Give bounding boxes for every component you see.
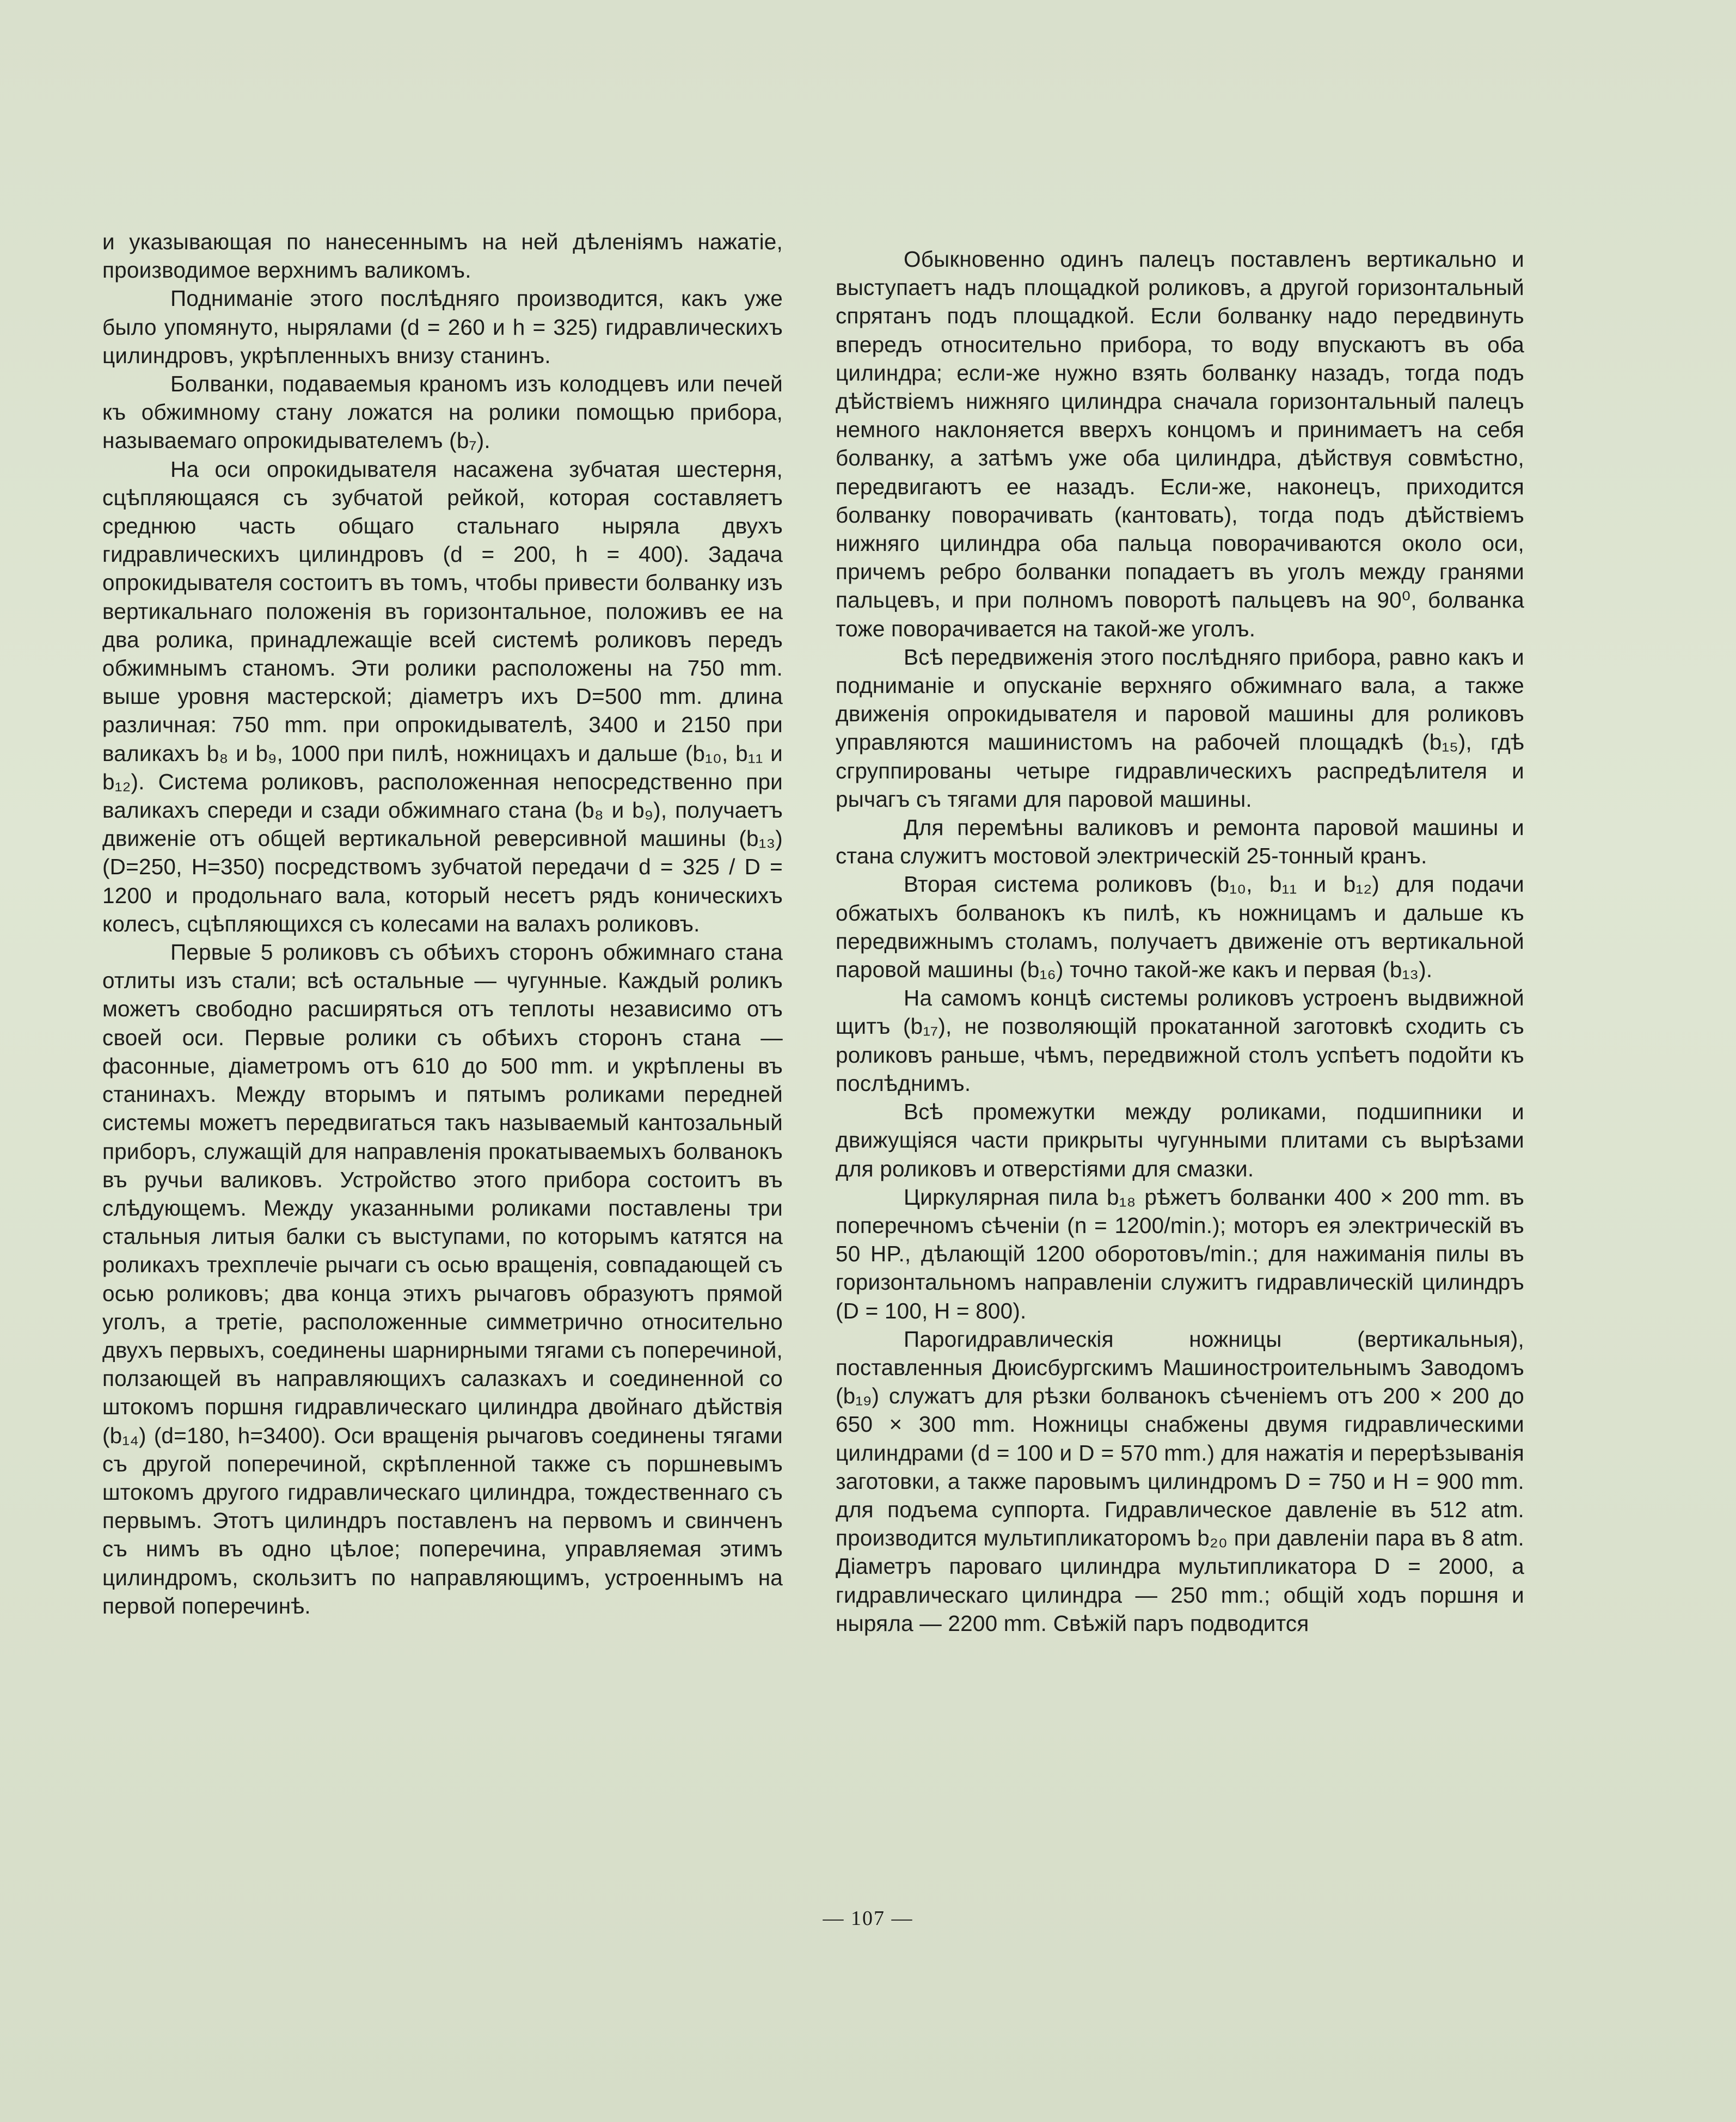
page-number: — 107 — (823, 1907, 913, 1930)
paragraph: Всѣ промежутки между роликами, подшипники и движущіяся части прикрыты чугунными плитами съ вырѣзами для роликовъ и отверстіями для смазки. (836, 1099, 1524, 1181)
paragraph: На оси опрокидывателя насажена зубчатая шестерня, сцѣпляющаяся съ зубчатой рейкой, которая составляетъ среднюю часть общаго стальнаго ныряла двухъ гидравлическихъ цилиндровъ (d = 200, h = 400). Задача опрокидывателя состоитъ въ томъ, чтобы привести болванку изъ вертикальнаго положенія въ горизонтальное, положивъ ее на два ролика, принадлежащіе всей системѣ роликовъ передъ обжимнымъ станомъ. Эти ролики расположены на 750 mm. выше уровня мастерской; діаметръ ихъ D=500 mm. длина различная: 750 mm. при опрокидывателѣ, 3400 и 2150 при валикахъ b₈ и b₉, 1000 при пилѣ, ножницахъ и дальше (b₁₀, b₁₁ и b₁₂). Система роликовъ, расположенная непосредственно при валикахъ спереди и сзади обжимнаго стана (b₈ и b₉), получаетъ движеніе отъ общей вертикальной реверсивной машины (b₁₃) (D=250, H=350) посредствомъ зубчатой передачи d = 325 / D = 1200 и продольнаго вала, который несетъ рядъ коническихъ колесъ, сцѣпляющихся съ колесами на валахъ роликовъ. (102, 456, 783, 936)
paragraph: и указывающая по нанесеннымъ на ней дѣленіямъ нажатіе, производимое верхнимъ валикомъ. (102, 229, 783, 283)
paragraph: Обыкновенно одинъ палецъ поставленъ вертикально и выступаетъ надъ площадкой роликовъ, а другой горизонтальный спрятанъ подъ площадкой. Если болванку надо передвинуть впередъ относительно прибора, то воду впускаютъ въ оба цилиндра; если-же нужно взять болванку назадъ, тогда подъ дѣйствіемъ нижняго цилиндра сначала горизонтальный палецъ немного наклоняется вверхъ концомъ и принимаетъ на себя болванку, а затѣмъ уже оба цилиндра, дѣйствуя совмѣстно, передвигаютъ ее назадъ. Если-же, наконецъ, приходится болванку поворачивать (кантовать), тогда подъ дѣйствіемъ нижняго цилиндра оба пальца поворачиваются около оси, причемъ ребро болванки попадаетъ въ уголъ между гранями пальцевъ, и при полномъ поворотѣ пальцевъ на 90⁰, болванка тоже поворачивается на такой-же уголъ. (836, 247, 1524, 641)
paragraph: Для перемѣны валиковъ и ремонта паровой машины и стана служитъ мостовой электрическій 25-тонный кранъ. (836, 815, 1524, 869)
paragraph: Болванки, подаваемыя краномъ изъ колодцевъ или печей къ обжимному стану ложатся на ролики помощью прибора, называемаго опрокидывателемъ (b₇). (102, 371, 783, 453)
paragraph: Циркулярная пила b₁₈ рѣжетъ болванки 400 × 200 mm. въ поперечномъ сѣченіи (n = 1200/min.); моторъ ея электрическій въ 50 HP., дѣлающій 1200 оборотовъ/min.; для нажиманія пилы въ горизонтальномъ направленіи служитъ гидравлическій цилиндръ (D = 100, H = 800). (836, 1184, 1524, 1323)
right-column (836, 245, 1524, 1638)
paragraph: Первые 5 роликовъ съ обѣихъ сторонъ обжимнаго стана отлиты изъ стали; всѣ остальные — чугунные. Каждый роликъ можетъ свободно расширяться отъ теплоты независимо отъ своей оси. Первые ролики съ обѣихъ сторонъ стана — фасонные, діаметромъ отъ 610 до 500 mm. и укрѣплены въ станинахъ. Между вторымъ и пятымъ роликами передней системы можетъ передвигаться такъ называемый кантозальный приборъ, служащій для направленія прокатываемыхъ болванокъ въ ручьи валиковъ. Устройство этого прибора состоитъ въ слѣдующемъ. Между указанными роликами поставлены три стальныя литыя балки съ выступами, по которымъ катятся на роликахъ трехплечіе рычаги съ осью вращенія, совпадающей съ осью роликовъ; два конца этихъ рычаговъ образуютъ прямой уголъ, а третіе, расположенные симметрично относительно двухъ первыхъ, соединены шарнирными тягами съ поперечиной, ползающей въ направляющихъ салазкахъ и соединенной со штокомъ поршня гидравлическаго цилиндра двойнаго дѣйствія (b₁₄) (d=180, h=3400). Оси вращенія рычаговъ соединены тягами съ другой поперечиной, скрѣпленной также съ поршневымъ штокомъ другого гидравлическаго цилиндра, тождественнаго съ первымъ. Этотъ цилиндръ поставленъ на первомъ и свинченъ съ нимъ въ одно цѣлое; поперечина, управляемая этимъ цилиндромъ, скользитъ по направляющимъ, устроеннымъ на первой поперечинѣ. (102, 940, 783, 1618)
paragraph: На самомъ концѣ системы роликовъ устроенъ выдвижной щитъ (b₁₇), не позволяющій прокатанной заготовкѣ сходить съ роликовъ раньше, чѣмъ, передвижной столъ успѣетъ подойти къ послѣднимъ. (836, 985, 1524, 1096)
paragraph: Парогидравлическія ножницы (вертикальныя), поставленныя Дюисбургскимъ Машиностроительнымъ Заводомъ (b₁₉) служатъ для рѣзки болванокъ сѣченіемъ отъ 200 × 200 до 650 × 300 mm. Ножницы снабжены двумя гидравлическими цилиндрами (d = 100 и D = 570 mm.) для нажатія и перерѣзыванія заготовки, а также паровымъ цилиндромъ D = 750 и H = 900 mm. для подъема суппорта. Гидравлическое давленіе въ 512 atm. производится мультипликаторомъ b₂₀ при давленіи пара въ 8 atm. Діаметръ пароваго цилиндра мультипликатора D = 2000, а гидравлическаго цилиндра — 250 mm.; общій ходъ поршня и ныряла — 2200 mm. Свѣжій паръ подводится (836, 1326, 1524, 1636)
paragraph: Подниманіе этого послѣдняго производится, какъ уже было упомянуто, нырялами (d = 260 и h = 325) гидравлическихъ цилиндровъ, укрѣпленныхъ внизу станинъ. (102, 286, 783, 368)
paragraph: Вторая система роликовъ (b₁₀, b₁₁ и b₁₂) для подачи обжатыхъ болванокъ къ пилѣ, къ ножницамъ и дальше къ передвижнымъ столамъ, получаетъ движеніе отъ вертикальной паровой машины (b₁₆) точно такой-же какъ и первая (b₁₃). (836, 872, 1524, 983)
left-column (102, 228, 783, 1620)
paragraph: Всѣ передвиженія этого послѣдняго прибора, равно какъ и подниманіе и опусканіе верхняго обжимнаго вала, а также движенія опрокидывателя и паровой машины для роликовъ управляются машинистомъ на рабочей площадкѣ (b₁₅), гдѣ сгруппированы четыре гидравлическихъ распредѣлителя и рычагъ съ тягами для паровой машины. (836, 644, 1524, 812)
